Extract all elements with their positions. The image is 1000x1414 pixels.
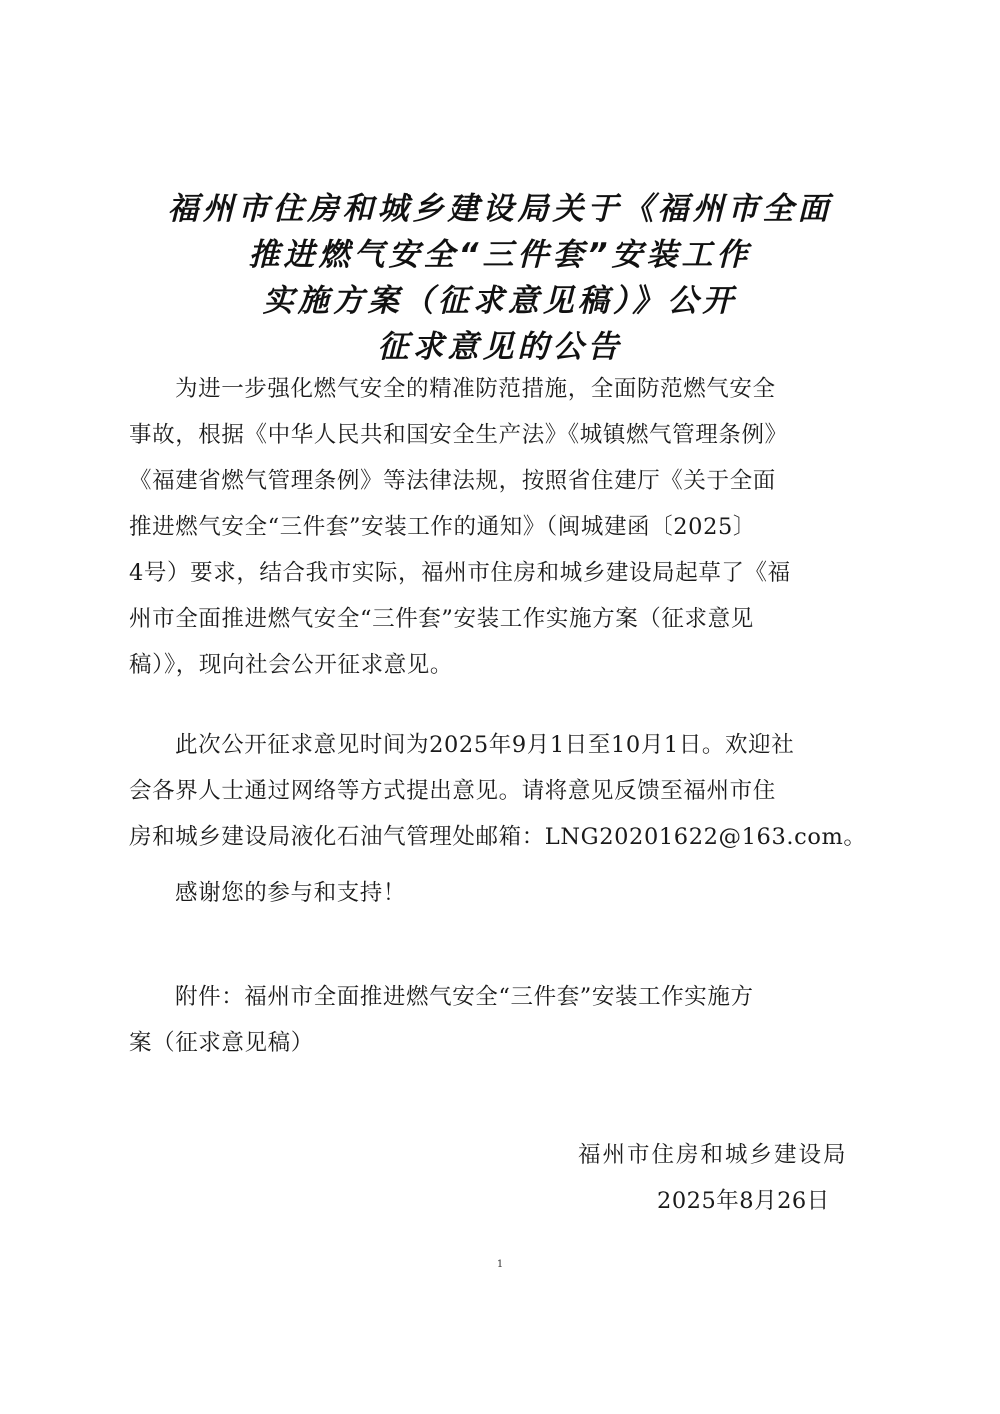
text-line: 为进一步强化燃气安全的精准防范措施，全面防范燃气安全 [175, 376, 776, 402]
paragraph-thanks [129, 870, 871, 916]
text-line: 《福建省燃气管理条例》等法律法规，按照省住建厅《关于全面 [129, 468, 776, 494]
document-title [100, 186, 900, 370]
text-line: 事故，根据《中华人民共和国安全生产法》《城镇燃气管理条例》 [129, 422, 788, 448]
text-line: 感谢您的参与和支持！ [175, 880, 407, 906]
text-line: 州市全面推进燃气安全“三件套”安装工作实施方案（征求意见 [129, 606, 754, 632]
paragraph-intro [129, 366, 871, 688]
title-line: 推进燃气安全“三件套”安装工作 [248, 237, 752, 273]
title-line: 福州市住房和城乡建设局关于《福州市全面 [167, 191, 833, 227]
signature-organization: 福州市住房和城乡建设局 [578, 1142, 848, 1168]
signature-date: 2025年8月26日 [657, 1188, 830, 1214]
text-line: 此次公开征求意见时间为2025年9月1日至10月1日。欢迎社 [175, 732, 795, 758]
text-line: 房和城乡建设局液化石油气管理处邮箱：LNG20201622@163.com。 [129, 824, 867, 850]
text-line: 案（征求意见稿） [129, 1030, 314, 1056]
paragraph-comment-period [129, 722, 871, 860]
text-line: 附件：福州市全面推进燃气安全“三件套”安装工作实施方 [175, 984, 754, 1010]
attachment-note [129, 974, 871, 1066]
page-number: 1 [496, 1259, 504, 1270]
text-line: 会各界人士通过网络等方式提出意见。请将意见反馈至福州市住 [129, 778, 776, 804]
text-line: 4号）要求，结合我市实际，福州市住房和城乡建设局起草了《福 [129, 560, 791, 586]
text-line: 推进燃气安全“三件套”安装工作的通知》（闽城建函〔2025〕 [129, 514, 757, 540]
title-line: 征求意见的公告 [377, 329, 623, 365]
text-line: 稿）》，现向社会公开征求意见。 [129, 652, 454, 678]
title-line: 实施方案（征求意见稿）》公开 [262, 283, 738, 319]
